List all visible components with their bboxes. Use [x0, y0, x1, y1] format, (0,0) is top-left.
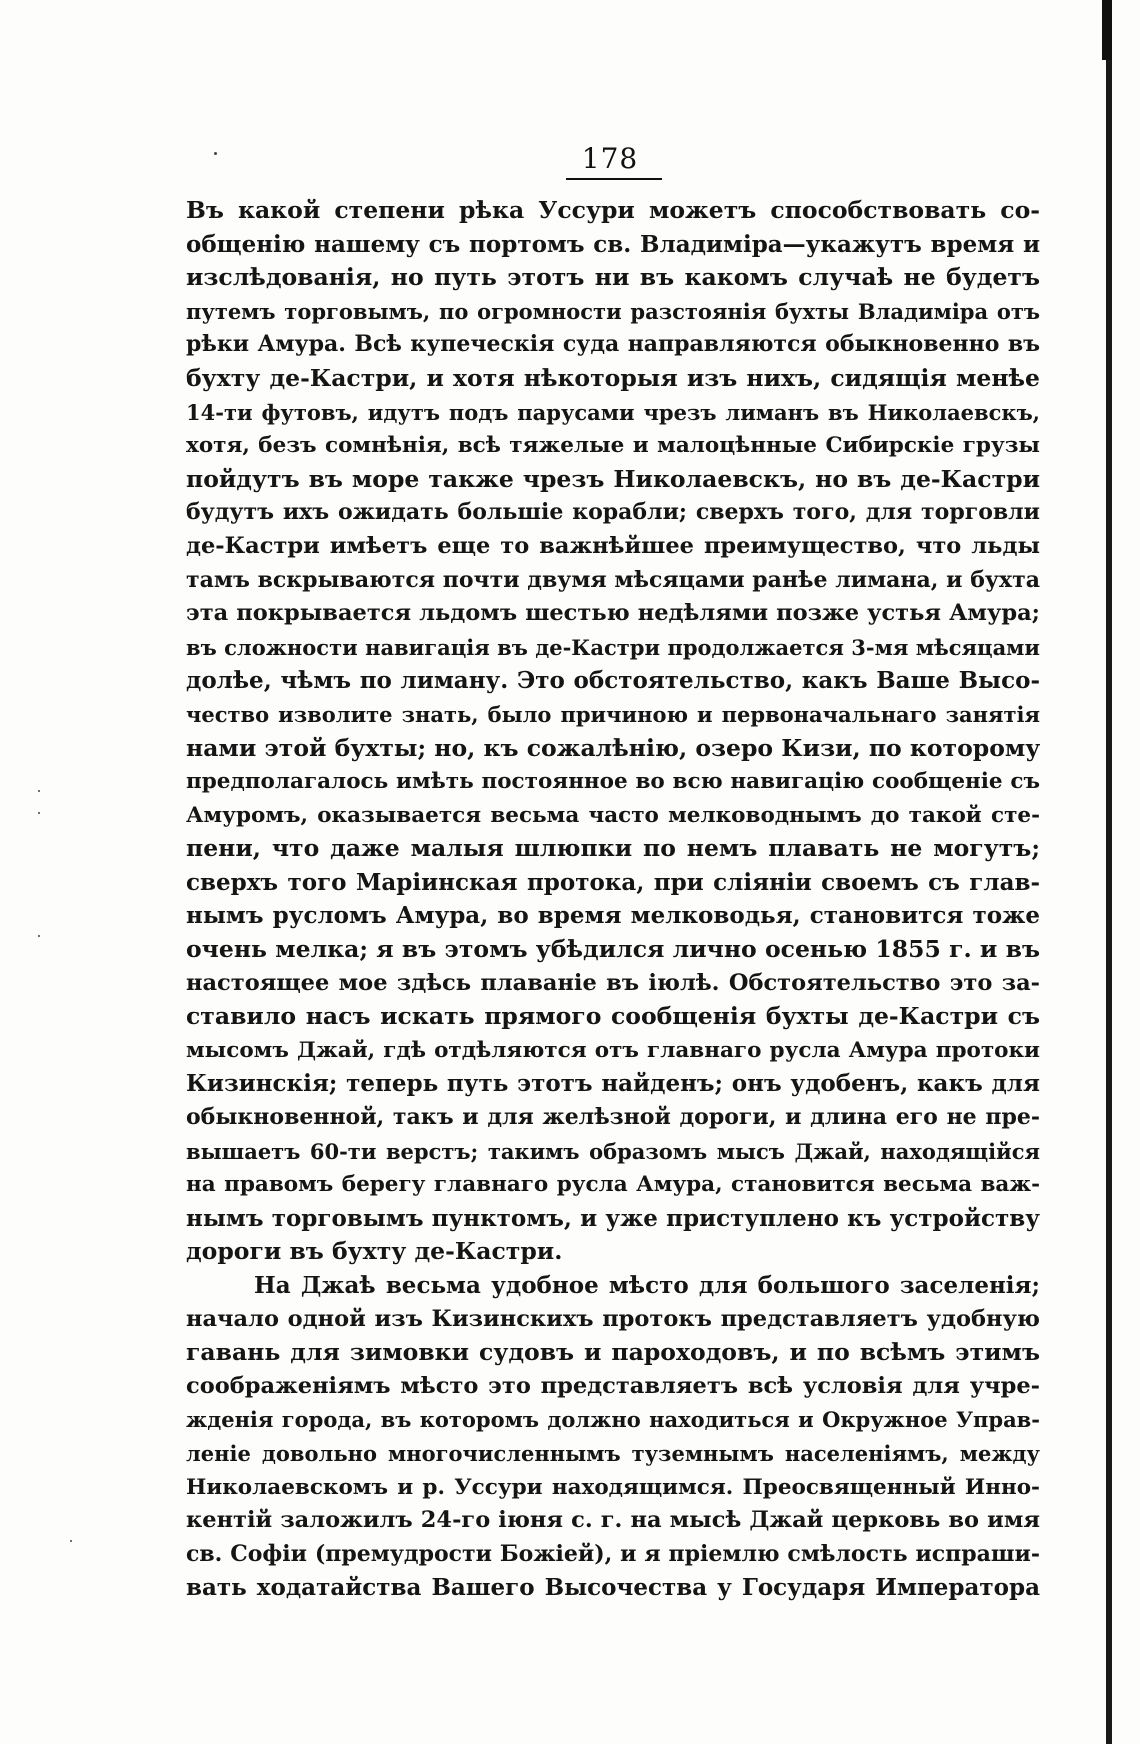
text-line: нами этой бухты; но, къ сожалѣнію, озеро Кизи, по которому	[186, 733, 1040, 762]
text-line: гавань для зимовки судовъ и пароходовъ, и по всѣмъ этимъ	[186, 1338, 1040, 1367]
text-line: общенію нашему съ портомъ св. Владиміра—укажутъ время и	[186, 230, 1040, 258]
text-line: нымъ русломъ Амура, во время мелководья, становится тоже	[186, 902, 1040, 930]
body-text	[186, 194, 1040, 1605]
text-line: настоящее мое здѣсь плаваніе въ іюлѣ. Обстоятельство это за-	[186, 969, 1040, 996]
text-line: хотя, безъ сомнѣнія, всѣ тяжелые и малоцѣнные Сибирскіе грузы	[186, 433, 1040, 459]
text-line: нымъ торговымъ пунктомъ, и уже приступлено къ устройству	[186, 1204, 1040, 1232]
text-line: Амуромъ, оказывается весьма часто мелководнымъ до такой сте-	[186, 802, 1040, 828]
text-line: соображеніямъ мѣсто это представляетъ всѣ условія для учре-	[186, 1372, 1040, 1399]
text-line: будутъ ихъ ожидать большіе корабли; сверхъ того, для торговли	[186, 499, 1040, 526]
text-line: изслѣдованія, но путь этотъ ни въ какомъ случаѣ не будетъ	[186, 263, 1040, 292]
text-line: на правомъ берегу главнаго русла Амура, становится весьма важ-	[186, 1172, 1040, 1198]
scan-speck	[38, 790, 40, 792]
text-line: тамъ вскрываются почти двумя мѣсяцами ранѣе лимана, и бухта	[186, 566, 1040, 593]
text-line: Кизинскія; теперь путь этотъ найденъ; онъ удобенъ, какъ для	[186, 1070, 1040, 1098]
text-line: въ сложности навигація въ де-Кастри продолжается 3-мя мѣсяцами	[186, 634, 1040, 660]
text-line: предполагалось имѣть постоянное во всю навигацію сообщеніе съ	[186, 769, 1040, 795]
text-line: пойдутъ въ море также чрезъ Николаевскъ, но въ де-Кастри	[186, 464, 1040, 493]
text-line: ставило насъ искать прямого сообщенія бухты де-Кастри съ	[186, 1002, 1040, 1031]
text-line: очень мелка; я въ этомъ убѣдился лично осенью 1855 г. и въ	[186, 935, 1040, 964]
text-line: леніе довольно многочисленнымъ туземнымъ населеніямъ, между	[186, 1440, 1040, 1466]
page-edge-shadow	[1106, 0, 1112, 1744]
text-line: На Джаѣ весьма удобное мѣсто для большого заселенія;	[254, 1272, 1040, 1299]
text-line: жденія города, въ которомъ должно находиться и Окружное Управ-	[186, 1407, 1040, 1433]
text-line: сверхъ того Маріинская протока, при сліяніи своемъ съ глав-	[186, 868, 1040, 896]
text-line: Николаевскомъ и р. Уссури находящимся. Преосвященный Инно-	[186, 1474, 1040, 1500]
text-line: св. Софіи (премудрости Божіей), и я пріемлю смѣлость испраши-	[186, 1540, 1040, 1567]
text-line: пени, что даже малыя шлюпки по немъ плавать не могутъ;	[186, 834, 1040, 863]
scan-speck	[70, 1540, 72, 1542]
text-line: путемъ торговымъ, по огромности разстоянія бухты Владиміра отъ	[186, 298, 1040, 324]
text-line: вать ходатайства Вашего Высочества у Государя Императора	[186, 1574, 1040, 1602]
text-line: кентій заложилъ 24-го іюня с. г. на мысѣ Джай церковь во имя	[186, 1507, 1040, 1534]
text-line: 14-ти футовъ, идутъ подъ парусами чрезъ лиманъ въ Николаевскъ,	[186, 399, 1040, 425]
text-line: долѣе, чѣмъ по лиману. Это обстоятельство, какъ Ваше Высо-	[186, 667, 1040, 695]
page-edge-corner	[1102, 0, 1112, 60]
text-line: мысомъ Джай, гдѣ отдѣляются отъ главнаго русла Амура протоки	[186, 1037, 1040, 1063]
page-number-rule	[566, 178, 662, 180]
text-line: бухту де-Кастри, и хотя нѣкоторыя изъ нихъ, сидящія менѣе	[186, 363, 1040, 392]
text-line: Въ какой степени рѣка Уссури можетъ способствовать со-	[186, 196, 1040, 224]
text-line: вышаетъ 60-ти верстъ; такимъ образомъ мысъ Джай, находящійся	[186, 1138, 1040, 1164]
page-number: 178	[581, 142, 639, 175]
scan-speck	[214, 152, 217, 155]
text-line: чество изволите знать, было причиною и первоначальнаго занятія	[186, 701, 1040, 727]
text-line: дороги въ бухту де-Кастри.	[186, 1237, 563, 1266]
text-line: эта покрывается льдомъ шестью недѣлями позже устья Амура;	[186, 600, 1040, 627]
text-line: обыкновенной, такъ и для желѣзной дороги, и длина его не пре-	[186, 1104, 1040, 1131]
scan-speck	[38, 812, 40, 814]
text-line: рѣки Амура. Всѣ купеческія суда направляются обыкновенно въ	[186, 331, 1040, 358]
text-line: начало одной изъ Кизинскихъ протокъ представляетъ удобную	[186, 1305, 1040, 1332]
text-line: де-Кастри имѣетъ еще то важнѣйшее преимущество, что льды	[186, 532, 1040, 559]
scan-speck	[38, 935, 40, 937]
